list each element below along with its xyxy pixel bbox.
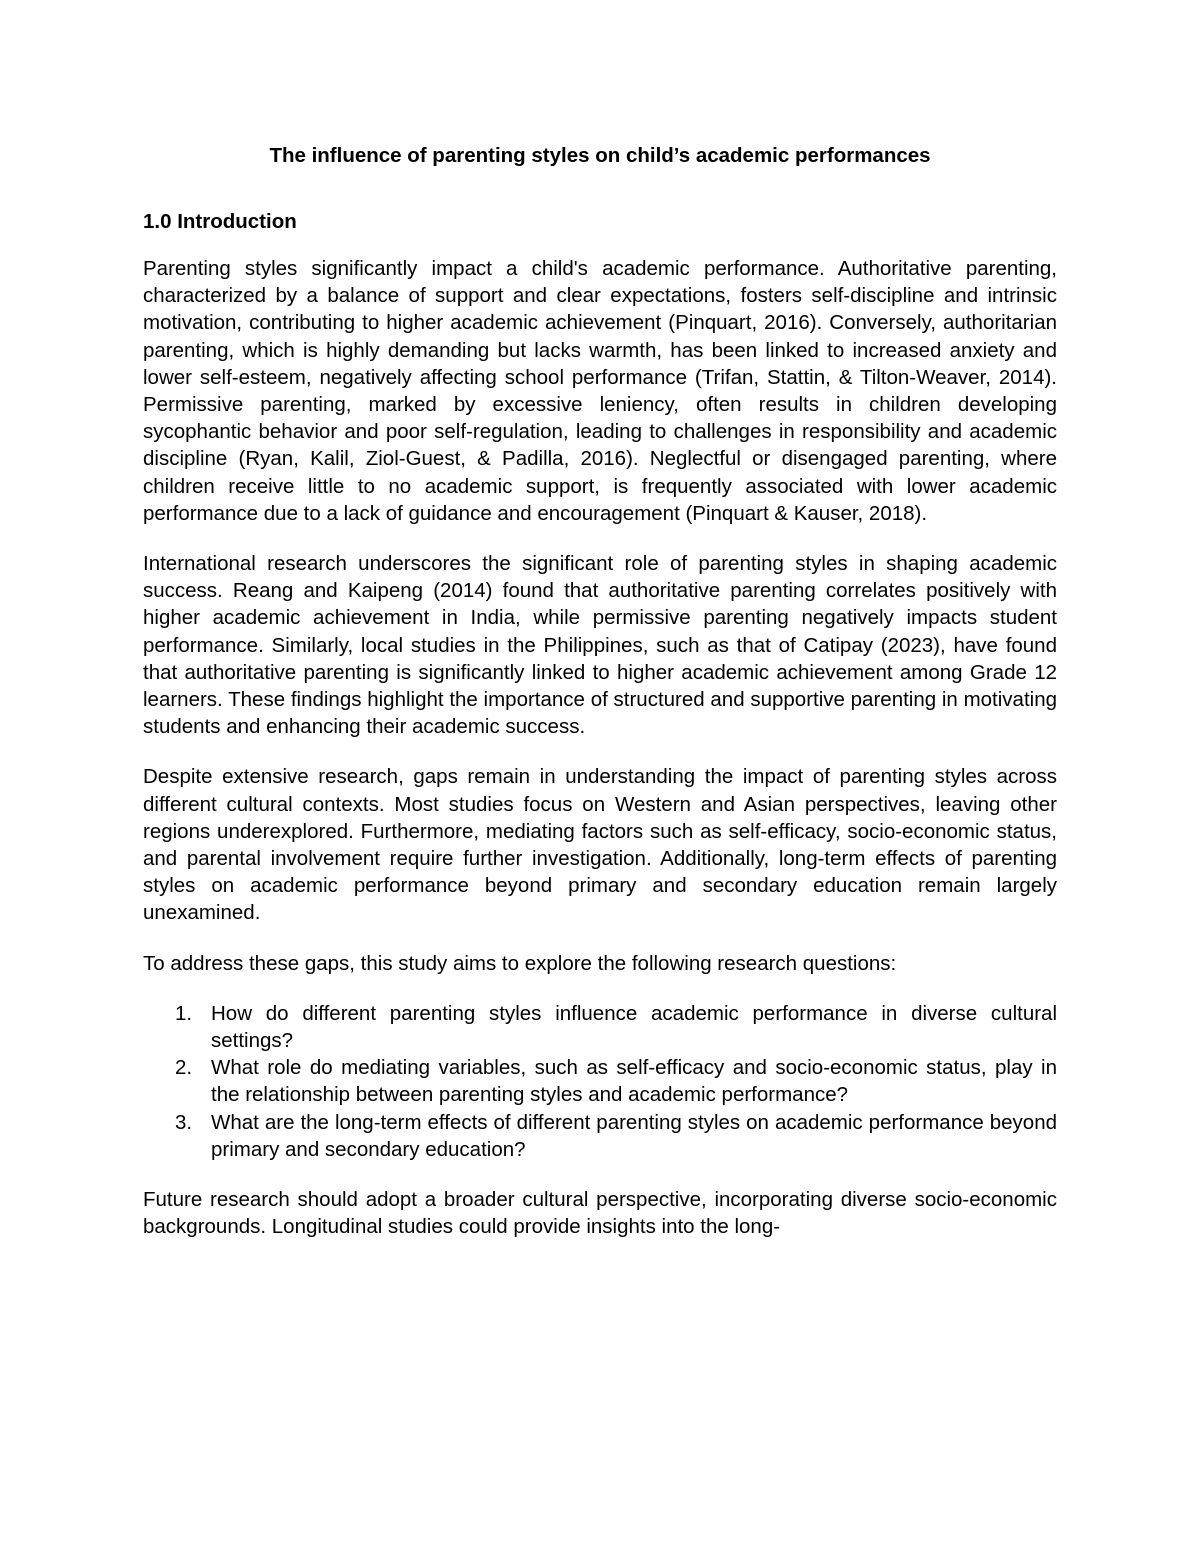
list-item <box>143 1109 1057 1163</box>
list-item <box>143 1000 1057 1054</box>
list-item-text: How do different parenting styles influence academic performance in diverse cultural settings? <box>211 1001 1057 1053</box>
paragraph-research-gaps: Despite extensive research, gaps remain in understanding the impact of parenting styles across different cultural contexts. Most studies focus on Western and Asian perspectives, leaving other regions underexplored. Furthermore, mediating factors such as self-efficacy, socio-economic status, and parental involvement require further investigation. Additionally, long-term effects of parenting styles on academic performance beyond primary and secondary education remain largely unexamined. <box>143 765 1057 925</box>
section-heading: 1.0 Introduction <box>143 210 297 233</box>
list-item-number: 3. <box>175 1110 193 1134</box>
paragraph-future-research: Future research should adopt a broader cultural perspective, incorporating diverse socio-economic backgrounds. Longitudinal studies could provide insights into the long- <box>143 1188 1057 1239</box>
list-item-number: 1. <box>175 1001 193 1025</box>
paragraph-intro: Parenting styles significantly impact a child's academic performance. Authoritative parenting, characterized by a balance of support and clear expectations, fosters self-discipline and intrinsic motivation, contributing to higher academic achievement (Pinquart, 2016). Conversely, authoritarian parenting, which is highly demanding but lacks warmth, has been linked to increased anxiety and lower self-esteem, negatively affecting school performance (Trifan, Stattin, & Tilton-Weaver, 2014). Permissive parenting, marked by excessive leniency, often results in children developing sycophantic behavior and poor self-regulation, leading to challenges in responsibility and academic discipline (Ryan, Kalil, Ziol-Guest, & Padilla, 2016). Neglectful or disengaged parenting, where children receive little to no academic support, is frequently associated with lower academic performance due to a lack of guidance and encouragement (Pinquart & Kauser, 2018). <box>143 257 1057 525</box>
document-title: The influence of parenting styles on child’s academic performances <box>269 144 931 167</box>
list-item-text: What role do mediating variables, such as self-efficacy and socio-economic status, play in the relationship between parenting styles and academic performance? <box>211 1056 1057 1107</box>
list-item-number: 2. <box>175 1056 193 1080</box>
list-item-text: What are the long-term effects of different parenting styles on academic performance beyond primary and secondary education? <box>211 1110 1057 1161</box>
paragraph-international-research: International research underscores the significant role of parenting styles in shaping academic success. Reang and Kaipeng (2014) found that authoritative parenting correlates positively with higher academic achievement in India, while permissive parenting negatively impacts student performance. Similarly, local studies in the Philippines, such as that of Catipay (2023), have found that authoritative parenting is significantly linked to higher academic achievement among Grade 12 learners. These findings highlight the importance of structured and supportive parenting in motivating students and enhancing their academic success. <box>143 552 1057 739</box>
list-item <box>143 1054 1057 1108</box>
document-page <box>143 141 1057 1241</box>
paragraph-research-questions-intro: To address these gaps, this study aims to explore the following research questions: <box>143 951 897 975</box>
research-questions-list <box>143 1000 1057 1163</box>
